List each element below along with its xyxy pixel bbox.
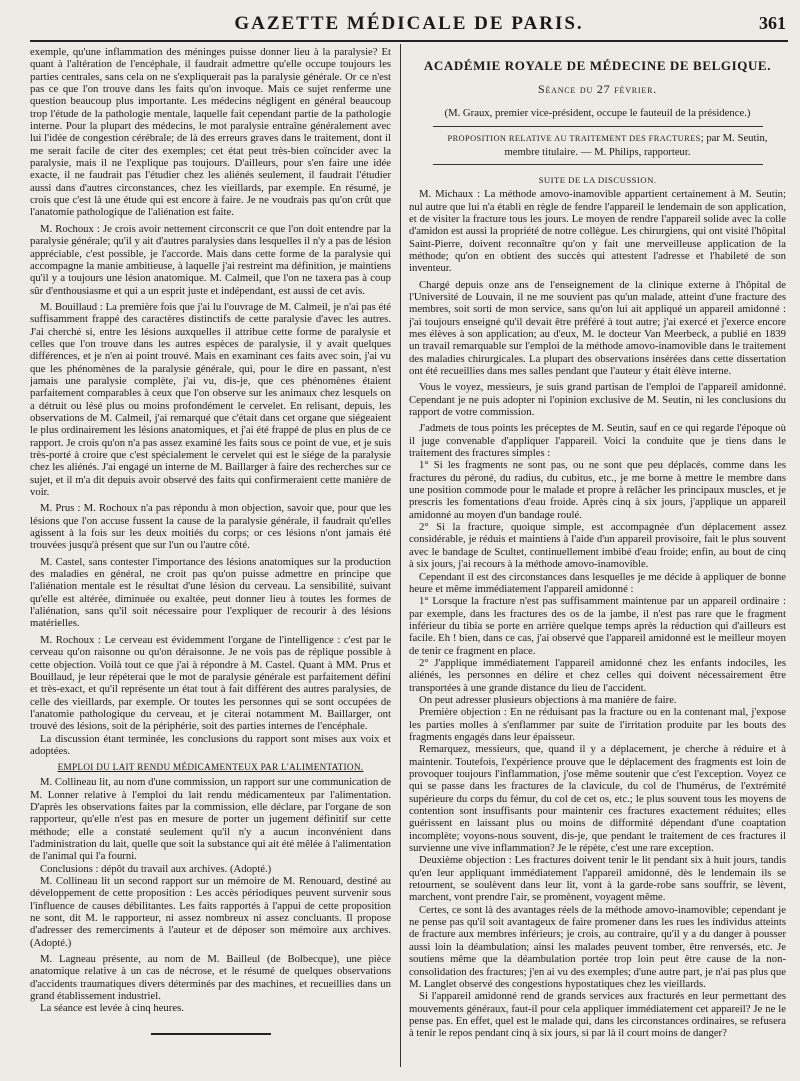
paragraph: 1° Lorsque la fracture n'est pas suffisamment maintenue par un appareil ordinaire : par exemple, dans les fractures des os de la jambe, il n'est pas rare que le fragment inférieur du tibia se porte en arrière quelque temps après la réduction qui d'ailleurs est facile. Eh ! bien, dans ce cas, j'ai observé que l'appareil amidonné est le meilleur moyen de tenir ce fragment en place. xyxy=(409,595,786,657)
section-heading: EMPLOI DU LAIT RENDU MÉDICAMENTEUX PAR L'ALIMENTATION. xyxy=(57,762,364,773)
paragraph: Deuxième objection : Les fractures doivent tenir le lit pendant six à huit jours, tandis qu'en leur appliquant immédiatement l'appareil amidonné, dès le lendemain ils se retournent, se soulèvent dans leur lit, vont à la garde-robe sans souffrir, se lèvent, marchent, vont prendre l'air, se promènent, voyagent même. xyxy=(409,854,786,904)
journal-title: GAZETTE MÉDICALE DE PARIS. xyxy=(234,13,584,34)
paragraph: M. Collineau lit, au nom d'une commission, un rapport sur une communication de M. Lonner relative à l'emploi du lait rendu médicamenteux par l'alimentation. D'après les observations faites par la commission, elle déclare, par l'organe de son rapporteur, qu'elle n'est pas en mesure de porter un jugement définitif sur cette méthode; elle a constaté seulement qu'il n'y a aucun inconvénient dans l'administration du lait, quelle que soit la substance qui ait été mêlée à l'alimentation de l'animal qui l'a fourni. xyxy=(30,776,391,863)
paragraph: On peut adresser plusieurs objections à ma manière de faire. xyxy=(419,693,677,706)
paragraph: M. Rochoux : Le cerveau est évidemment l'organe de l'intelligence : c'est par le cerveau qu'on raisonne ou qu'on déraisonne. Je ne vois pas de réplique possible à cette objection. Voilà tout ce que j'ai à répondre à M. Castel. Quant à MM. Prus et Bouillaud, je leur répéterai que le mot de paralysie générale est parfaitement défini et très-exact, et qu'il représente un état tout à fait différent des autres paralysies, de celle des vieillards, par exemple. Or toutes les personnes qui se sont occupées de l'anatomie pathologique du cerveau, et je citerai notamment M. Baillarger, ont trouvé des lésions, soit de la périphérie, soit des parties internes de l'encéphale. xyxy=(30,633,391,733)
right-column xyxy=(409,46,786,1069)
proposition-caps: PROPOSITION RELATIVE AU TRAITEMENT DES FRACTURES xyxy=(447,134,701,143)
paragraph: M. Lagneau présente, au nom de M. Bailleul (de Bolbecque), une pièce anatomique relative à un cas de nécrose, et le résumé de quelques observations d'accidents traumatiques divers déterminés par des machines, et recueillies dans un grand établissement industriel. xyxy=(30,953,391,1003)
paragraph: M. Bouillaud : La première fois que j'ai lu l'ouvrage de M. Calmeil, je n'ai pas été suffisamment frappé des caractères distinctifs de cette paralysie d'avec les autres. J'ai cherché si, entre les lésions auxquelles il attribue cette forme de paralysie et celles que l'on trouve dans les autres espèces de paralysie, il y avait quelques différences, et je n'en ai point trouvé. Mais en examinant ces faits avec soin, j'ai vu que les phénomènes de la paralysie générale, qui, pour le dire en passant, n'est jamais une paralysie complète, j'ai vu, dis-je, que ces phénomènes étaient parfaitement comparables à ceux que l'on observe sur les animaux chez lesquels on a détruit ou lésé plus ou moins profondément le cervelet. En relisant, depuis, les observations de M. Calmeil, j'ai remarqué que c'était dans cet organe que siégeaient le plus ordinairement les lésions anatomiques, et j'ai été frappé de plus en plus de ce rapport. Je crois qu'on n'a pas assez examiné les faits sous ce point de vue, et je suis très-porté à croire que c'est spécialement le cervelet qui est le siége de la paralysie chez les aliénés. J'ai engagé un interne de M. Baillarger à faire des recherches sur ce sujet, et il m'a dit depuis avoir observé des faits qui confirmeraient cette manière de voir. xyxy=(30,300,391,499)
paragraph: M. Michaux : La méthode amovo-inamovible appartient certainement à M. Seutin; nul autre que lui n'a établi en règle de fendre l'appareil le lendemain de son application, et de visiter la fracture tous les jours. Le moyen de rendre l'appareil solide avec la colle d'amidon est aussi la propriété de notre collègue. Les chirurgiens, qui ont visité l'hôpital Saint-Pierre, doivent reconnaître qu'on y fait une merveilleuse application de la méthode; qu'on en obtient des succès qui attestent l'adresse et l'habileté de son inventeur. xyxy=(409,188,786,275)
paragraph: Chargé depuis onze ans de l'enseignement de la clinique externe à l'hôpital de l'Université de Louvain, il ne me souvient pas qu'un malade, atteint d'une fracture des membres, soit sorti de mon service, sans qu'on lui ait appliqué un appareil amidonné : j'ai toujours enseigné qu'il devait être préféré à tout autre; j'ai exercé et j'exerce encore mes élèves à son application; au d'eux, M. le docteur Van Meerbeck, a publié en 1839 un travail remarquable sur l'emploi de la méthode amovo-inamovible dans le traitement des maladies chirurgicales. La plupart des observations insérées dans cette dissertation ont été recueillies dans mes salles pendant que l'auteur y était élève interne. xyxy=(409,278,786,377)
divider xyxy=(433,164,763,165)
paragraph: Remarquez, messieurs, que, quand il y a déplacement, je cherche à réduire et à maintenir. Toutefois, l'expérience prouve que le déplacement des fragments est loin de provoquer toujours l'inflammation, j'ose même soutenir que c'est l'exception. Voyez ce qui se passe dans les fractures de la clavicule, du col de l'humérus, de l'extrémité supérieure du corps du fémur, du col de cet os, etc.; le plus souvent tous les moyens de contention sont insuffisants pour maintenir ces fractures exactement réduites; elles guérissent en laissant plus ou moins de difformité dépendant d'une coaptation incomplète; voyons-nous souvent, dis-je, que pendant le traitement de ces fractures il survienne une vive inflammation? Je le répète, c'est une rare exception. xyxy=(409,743,786,855)
paragraph: Si l'appareil amidonné rend de grands services aux fracturés en leur permettant des mouvements généraux, faut-il pour cela appliquer immédiatement cet appareil? Je ne le pense pas. En effet, quel est le malade qui, dans les circonstances ordinaires, se refusera à tenir le repos pendant cinq à six jours, si par là il court moins de danger? xyxy=(409,990,786,1040)
paragraph: Certes, ce sont là des avantages réels de la méthode amovo-inamovible; cependant je ne pense pas qu'il soit avantageux de faire promener dans les rues les individus atteints de fracture aux membres inférieurs; je crois, au contraire, qu'il y a du danger à pousser aussi loin la déambulation; ainsi les malades peuvent tomber, être renversés, etc. Je soutiens même que la déambulation portée trop loin peut être cause de la non-consolidation des fractures; j'en ai vu des exemples; d'une autre part, je n'ai pas plus que M. Langlet observé des congestions hypostatiques chez les vieillards. xyxy=(409,903,786,990)
paragraph: Cependant il est des circonstances dans lesquelles je me décide à appliquer de bonne heure et même immédiatement l'appareil amidonné : xyxy=(409,570,786,595)
paragraph: 1° Si les fragments ne sont pas, ou ne sont que peu déplacés, comme dans les fractures du péroné, du radius, du cubitus, etc., je me borne à mettre le membre dans une position commode pour le malade et propre à relâcher les principaux muscles, et je prescris les fomentations d'eau froide. Après cinq à six jours, j'applique un appareil amidonné au moyen d'un bandage roulé. xyxy=(409,459,786,521)
closing-line: La séance est levée à cinq heures. xyxy=(40,1002,184,1015)
paragraph: M. Rochoux : Je crois avoir nettement circonscrit ce que l'on doit entendre par la paralysie générale; qu'il y ait d'autres paralysies dans lesquelles il n'y a pas de lésion appréciable, c'est possible, je l'accorde. Mais dans cette forme de la paralysie qui accompagne la manie ambitieuse, à laquelle j'ai restreint ma définition, je maintiens qu'il y a toujours une lésion anatomique. M. Calmeil, que l'on ne taxera pas à coup sûr d'enthousiasme et qui a un esprit juste et indépendant, est aussi de cet avis. xyxy=(30,222,391,297)
proposition-rest: ; par M. Seutin, membre titulaire. — M. Philips, rapporteur. xyxy=(504,132,768,158)
paragraph: Vous le voyez, messieurs, je suis grand partisan de l'emploi de l'appareil amidonné. Cependant je ne puis adopter ni l'opinion exclusive de M. Seutin, ni les conclusions du rapport de votre commission. xyxy=(409,381,786,419)
paragraph: Première objection : En ne réduisant pas la fracture ou en la contenant mal, j'expose les parties molles à s'enflammer par suite de l'irritation produite par les bouts des fragments engagés dans leur épaisseur. xyxy=(409,706,786,743)
paragraph: Conclusions : dépôt du travail aux archives. (Adopté.) xyxy=(40,862,272,875)
paragraph: M. Prus : M. Rochoux n'a pas répondu à mon objection, savoir que, pour que les lésions que l'on accuse fussent la cause de la paralysie générale, il faudrait qu'elles agissent à la fois sur les deux moitiés du corps; or ces lésions n'ont jamais été trouvées jusqu'à présent que sur l'un ou l'autre côté. xyxy=(30,502,391,552)
page-header xyxy=(30,10,788,42)
divider xyxy=(433,126,763,127)
proposition-title xyxy=(409,132,786,158)
paragraph: 2° J'applique immédiatement l'appareil amidonné chez les enfants indociles, les aliénés, les personnes en délire et chez celles qui doivent nécessairement être transportées à une grande distance du lieu de l'accident. xyxy=(409,656,786,694)
presidency-note: (M. Graux, premier vice-président, occupe le fauteuil de la présidence.) xyxy=(444,107,751,119)
left-column xyxy=(30,46,391,1069)
paragraph: J'admets de tous points les préceptes de M. Seutin, sauf en ce qui regarde l'époque où il juge convenable d'appliquer l'appareil. Voici la conduite que je tiens dans le traitement des fractures simples : xyxy=(409,422,786,460)
seance-heading: Séance du 27 février. xyxy=(537,82,658,96)
paragraph: 2° Si la fracture, quoique simple, est accompagnée d'un déplacement assez considérable, je réduis et maintiens à l'aide d'un appareil provisoire, fait le plus souvent avec le bandage de Scultet, continuellement imbibé d'eau froide; enfin, au bout de cinq à six jours, j'ai recours à la méthode amovo-inamovible. xyxy=(409,521,786,571)
column-divider xyxy=(400,44,401,1067)
paragraph: M. Castel, sans contester l'importance des lésions anatomiques sur la production des maladies en général, ne croit pas qu'on puisse admettre en principe que l'aliénation mentale est le résultat d'une lésion du cerveau. La sensibilité, suivant qu'elle est altérée, diminuée ou exaltée, peut donner lieu à toutes les formes de l'aliénation, sans qu'il soit nécessaire pour l'expliquer de recourir à des lésions matérielles. xyxy=(30,555,391,630)
paragraph: exemple, qu'une inflammation des méninges puisse donner lieu à la paralysie? Et quant à l'altération de l'encéphale, il faudrait admettre qu'elle occupe toujours les parties centrales, sans cela on ne s'expliquerait pas la paralysie générale. Or ce n'est pas ce que l'on trouve dans les faits qu'on invoque. Mais ce sujet renferme une question beaucoup plus importante. Les médecins négligent en général beaucoup trop l'étude de la pathologie mentale, laquelle fait cependant partie de la pathologie interne. Pour la plupart des médecins, le mot paralysie entraîne généralement avec lui l'idée de congestion cérébrale; de là des erreurs graves dans le traitement, dont il me serait facile de citer des exemples; cet état peut très-bien coïncider avec la paralysie, mais il ne l'explique pas toujours. D'ailleurs, pour s'en faire une idée exacte, il ne faudrait pas l'étudier chez les aliénés seulement, il faudrait l'étudier aussi dans d'autres circonstances, chez les vieillards, par exemple. En résumé, je crois que c'est là une étude qui est encore à faire. Je ne voudrais pas qu'on crût que l'anatomie pathologique de l'aliénation est faite. xyxy=(30,46,391,219)
academy-heading: ACADÉMIE ROYALE DE MÉDECINE DE BELGIQUE. xyxy=(423,58,772,73)
page-number: 361 xyxy=(759,13,786,33)
paragraph: La discussion étant terminée, les conclusions du rapport sont mises aux voix et adoptées. xyxy=(30,732,391,757)
end-rule xyxy=(151,1033,271,1035)
paragraph: M. Collineau lit un second rapport sur un mémoire de M. Renouard, destiné au développement de cette proposition : Les accès périodiques peuvent survenir sous l'influence de causes débilitantes. Les faits rapportés à l'appui de cette proposition ne sont, dit M. le rapporteur, ni assez nombreux ni assez concluants. Il propose d'adresser des remerciments à l'auteur et de déposer son mémoire aux archives. (Adopté.) xyxy=(30,875,391,949)
suite-heading: SUITE DE LA DISCUSSION. xyxy=(538,175,657,186)
